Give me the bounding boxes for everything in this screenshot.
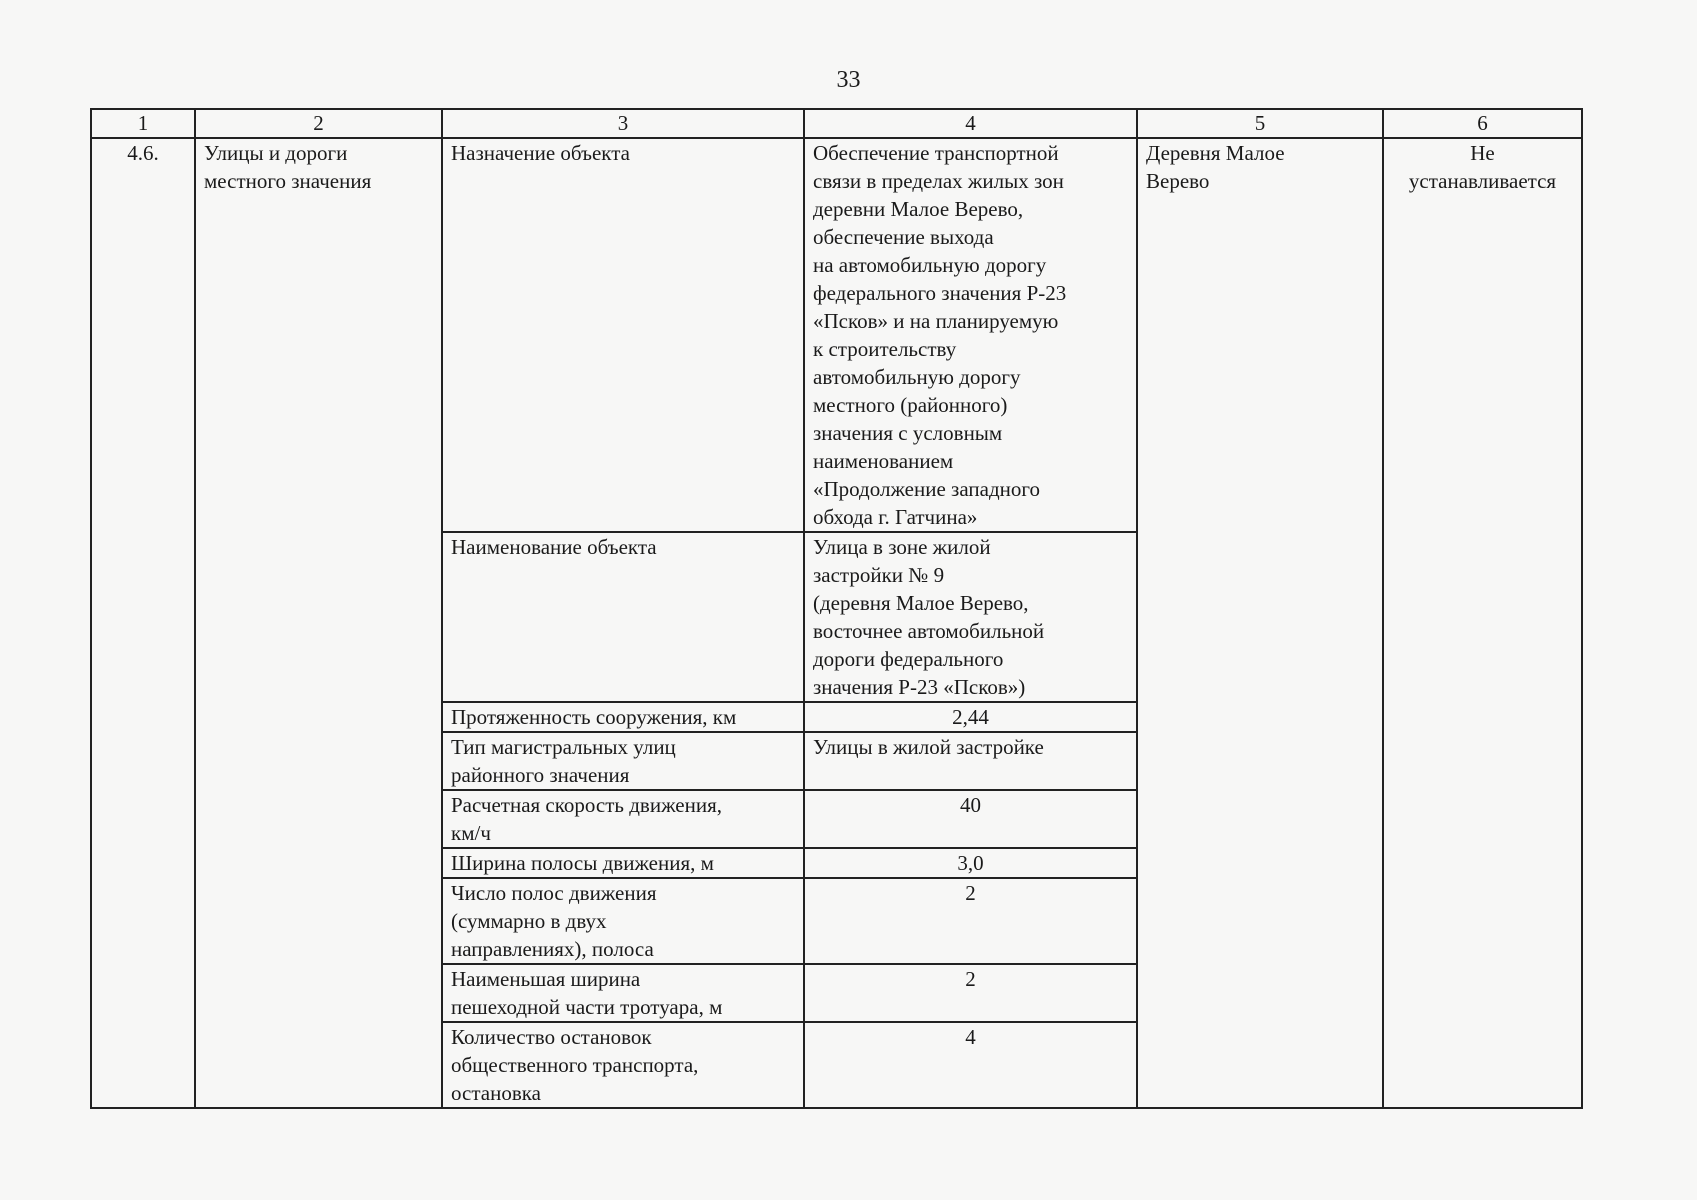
column-header-3: 3: [442, 109, 804, 138]
parameter-value: 2: [804, 878, 1137, 964]
table-row: [91, 138, 1582, 532]
parameter-value: 2,44: [804, 702, 1137, 732]
parameter-label: Протяженность сооружения, км: [442, 702, 804, 732]
parameter-label: Количество остановок общественного транспорта, остановка: [442, 1022, 804, 1108]
column-header-5: 5: [1137, 109, 1383, 138]
parameter-label: Назначение объекта: [442, 138, 804, 532]
parameter-value: Улицы в жилой застройке: [804, 732, 1137, 790]
parameter-value: Улица в зоне жилой застройки № 9 (деревня Малое Верево, восточнее автомобильной дороги федерального значения Р-23 «Псков»): [804, 532, 1137, 702]
column-header-2: 2: [195, 109, 442, 138]
parameter-value: 4: [804, 1022, 1137, 1108]
parameter-label: Расчетная скорость движения, км/ч: [442, 790, 804, 848]
column-number-row: [91, 109, 1582, 138]
parameter-label: Тип магистральных улиц районного значения: [442, 732, 804, 790]
page-number: 33: [836, 67, 861, 93]
location: Деревня Малое Верево: [1137, 138, 1383, 1108]
planning-table: [90, 108, 1583, 1109]
parameter-value: 2: [804, 964, 1137, 1022]
column-header-4: 4: [804, 109, 1137, 138]
item-number: 4.6.: [91, 138, 195, 1108]
zone: Не устанавливается: [1383, 138, 1582, 1108]
item-name: Улицы и дороги местного значения: [195, 138, 442, 1108]
parameter-label: Число полос движения (суммарно в двух направлениях), полоса: [442, 878, 804, 964]
parameter-value: 40: [804, 790, 1137, 848]
column-header-1: 1: [91, 109, 195, 138]
parameter-value: Обеспечение транспортной связи в пределах жилых зон деревни Малое Верево, обеспечение выхода на автомобильную дорогу федерального значения Р-23 «Псков» и на планируемую к строительству автомобильную дорогу местного (районного) значения с условным наименованием «Продолжение западного обхода г. Гатчина»: [804, 138, 1137, 532]
parameter-label: Наименьшая ширина пешеходной части тротуара, м: [442, 964, 804, 1022]
parameter-value: 3,0: [804, 848, 1137, 878]
parameter-label: Наименование объекта: [442, 532, 804, 702]
column-header-6: 6: [1383, 109, 1582, 138]
parameter-label: Ширина полосы движения, м: [442, 848, 804, 878]
